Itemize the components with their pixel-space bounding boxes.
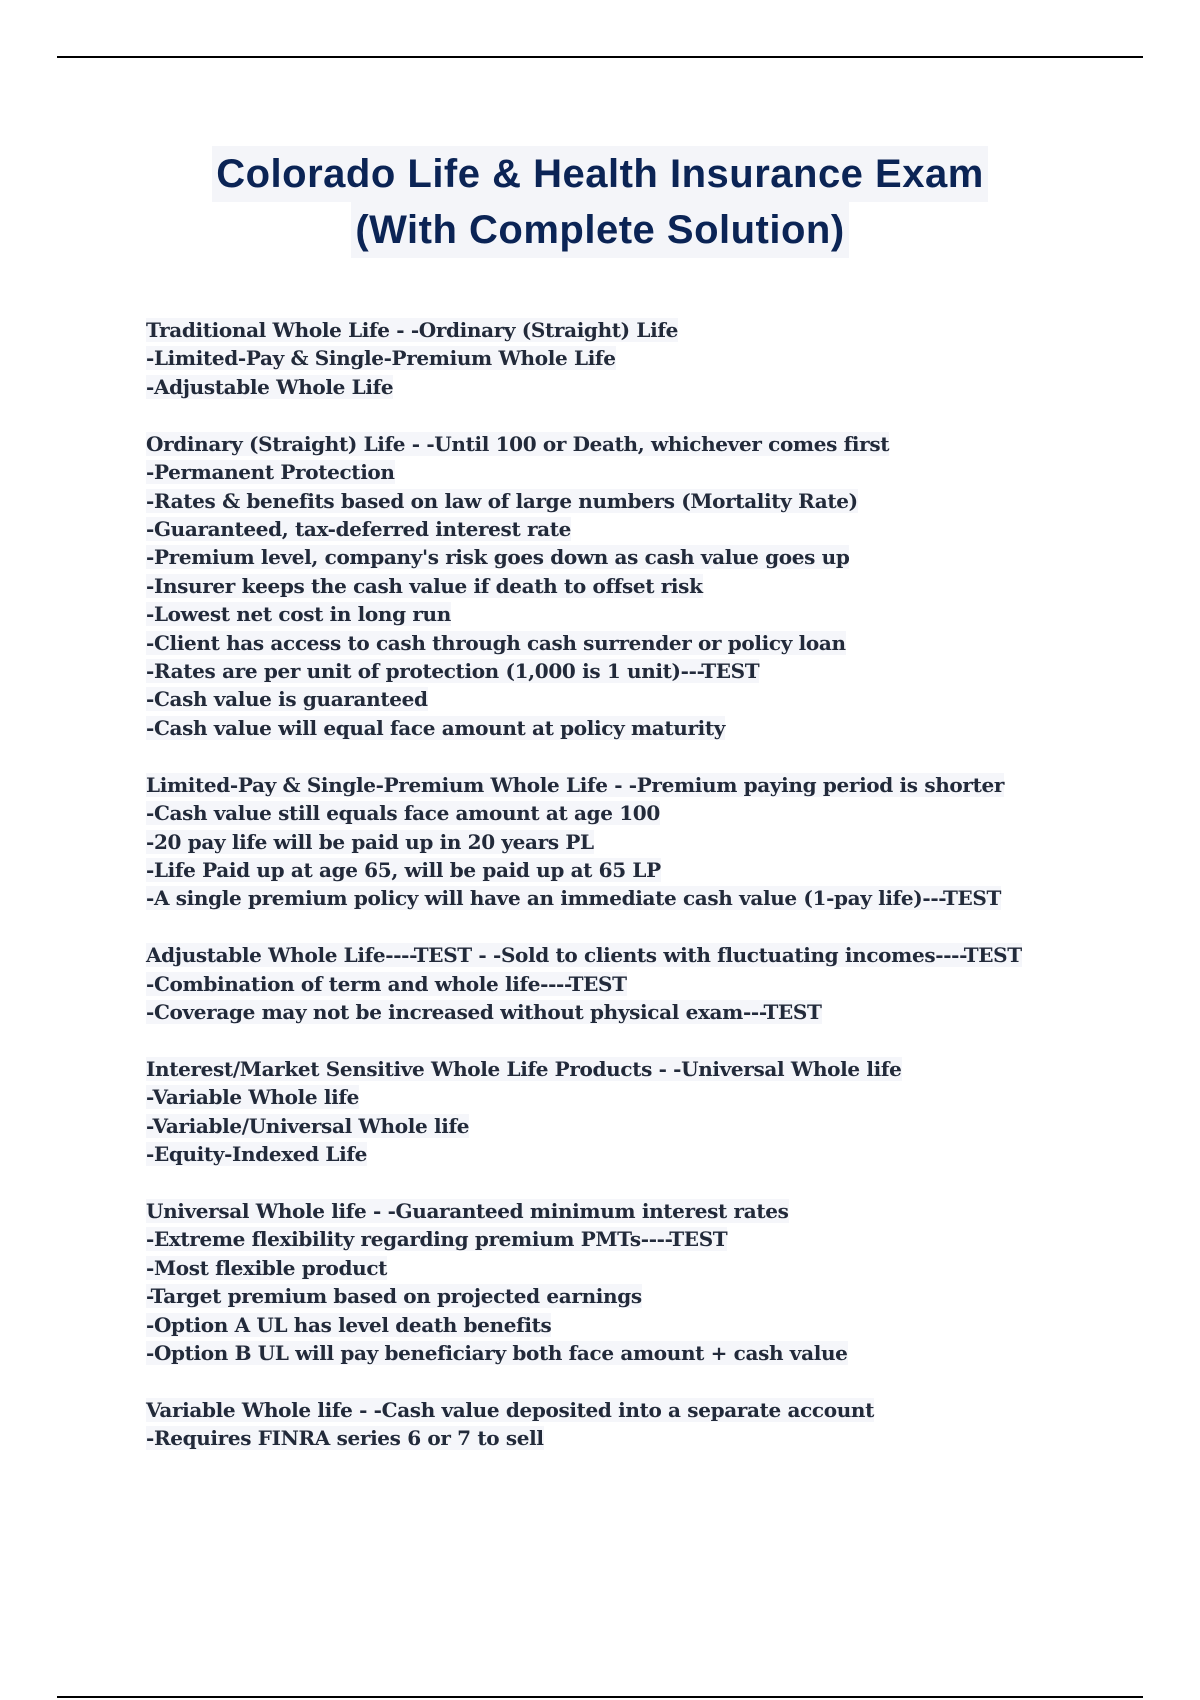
card-line: -Most flexible product [146, 1255, 388, 1280]
bottom-rule [57, 1696, 1143, 1698]
card-line: -Target premium based on projected earnings [146, 1284, 642, 1309]
flashcard-ordinary-life [146, 430, 1066, 742]
card-line: -Option A UL has level death benefits [146, 1312, 552, 1337]
card-line: -Client has access to cash through cash surrender or policy loan [146, 630, 846, 655]
card-line: -Lowest net cost in long run [146, 602, 451, 627]
card-line: -20 pay life will be paid up in 20 years PL [146, 829, 594, 854]
card-line: -Equity-Indexed Life [146, 1142, 368, 1167]
flashcard-list [146, 316, 1066, 1481]
card-line: Limited-Pay & Single-Premium Whole Life - -Premium paying period is shorter [146, 772, 1005, 797]
card-line: -Option B UL will pay beneficiary both face amount + cash value [146, 1341, 848, 1366]
card-line: Variable Whole life - -Cash value deposited into a separate account [146, 1398, 875, 1422]
card-line: -Combination of term and whole life----TEST [146, 971, 627, 996]
flashcard-traditional-whole-life [146, 316, 1066, 401]
card-line: -Permanent Protection [146, 460, 395, 485]
card-line: -Cash value is guaranteed [146, 687, 428, 712]
card-line: Universal Whole life - -Guaranteed minimum interest rates [146, 1199, 789, 1224]
card-line: Ordinary (Straight) Life - -Until 100 or Death, whichever comes first [146, 431, 890, 456]
card-line: -Insurer keeps the cash value if death to offset risk [146, 573, 703, 598]
flashcard-variable-whole-life [146, 1396, 1066, 1453]
card-line: -Cash value still equals face amount at age 100 [146, 801, 660, 826]
card-line: -Life Paid up at age 65, will be paid up at 65 LP [146, 857, 661, 882]
card-line: -Guaranteed, tax-deferred interest rate [146, 516, 572, 541]
flashcard-interest-sensitive [146, 1055, 1066, 1169]
document-title [0, 146, 1200, 258]
card-line: -Variable/Universal Whole life [146, 1113, 470, 1138]
card-line: -Adjustable Whole Life [146, 374, 394, 399]
card-line: -Premium level, company's risk goes down as cash value goes up [146, 545, 850, 570]
card-line: -Cash value will equal face amount at policy maturity [146, 715, 726, 740]
card-line: -Rates are per unit of protection (1,000 is 1 unit)---TEST [146, 658, 760, 683]
title-line-1: Colorado Life & Health Insurance Exam [212, 146, 988, 202]
card-line: -Limited-Pay & Single-Premium Whole Life [146, 346, 616, 371]
card-line: -A single premium policy will have an immediate cash value (1-pay life)---TEST [146, 886, 1002, 911]
card-line: -Variable Whole life [146, 1085, 360, 1110]
title-line-2: (With Complete Solution) [351, 202, 848, 258]
card-line: -Coverage may not be increased without physical exam---TEST [146, 1000, 822, 1025]
top-rule [57, 56, 1143, 58]
card-line: -Rates & benefits based on law of large numbers (Mortality Rate) [146, 488, 858, 513]
flashcard-adjustable-whole-life [146, 941, 1066, 1026]
flashcard-limited-pay [146, 771, 1066, 913]
card-line: -Requires FINRA series 6 or 7 to sell [146, 1426, 544, 1451]
flashcard-universal-whole-life [146, 1197, 1066, 1367]
card-line: Adjustable Whole Life----TEST - -Sold to clients with fluctuating incomes----TEST [146, 943, 1022, 968]
card-line: Interest/Market Sensitive Whole Life Products - -Universal Whole life [146, 1056, 902, 1081]
card-line: Traditional Whole Life - -Ordinary (Straight) Life [146, 318, 678, 342]
card-line: -Extreme flexibility regarding premium PMTs----TEST [146, 1227, 728, 1252]
